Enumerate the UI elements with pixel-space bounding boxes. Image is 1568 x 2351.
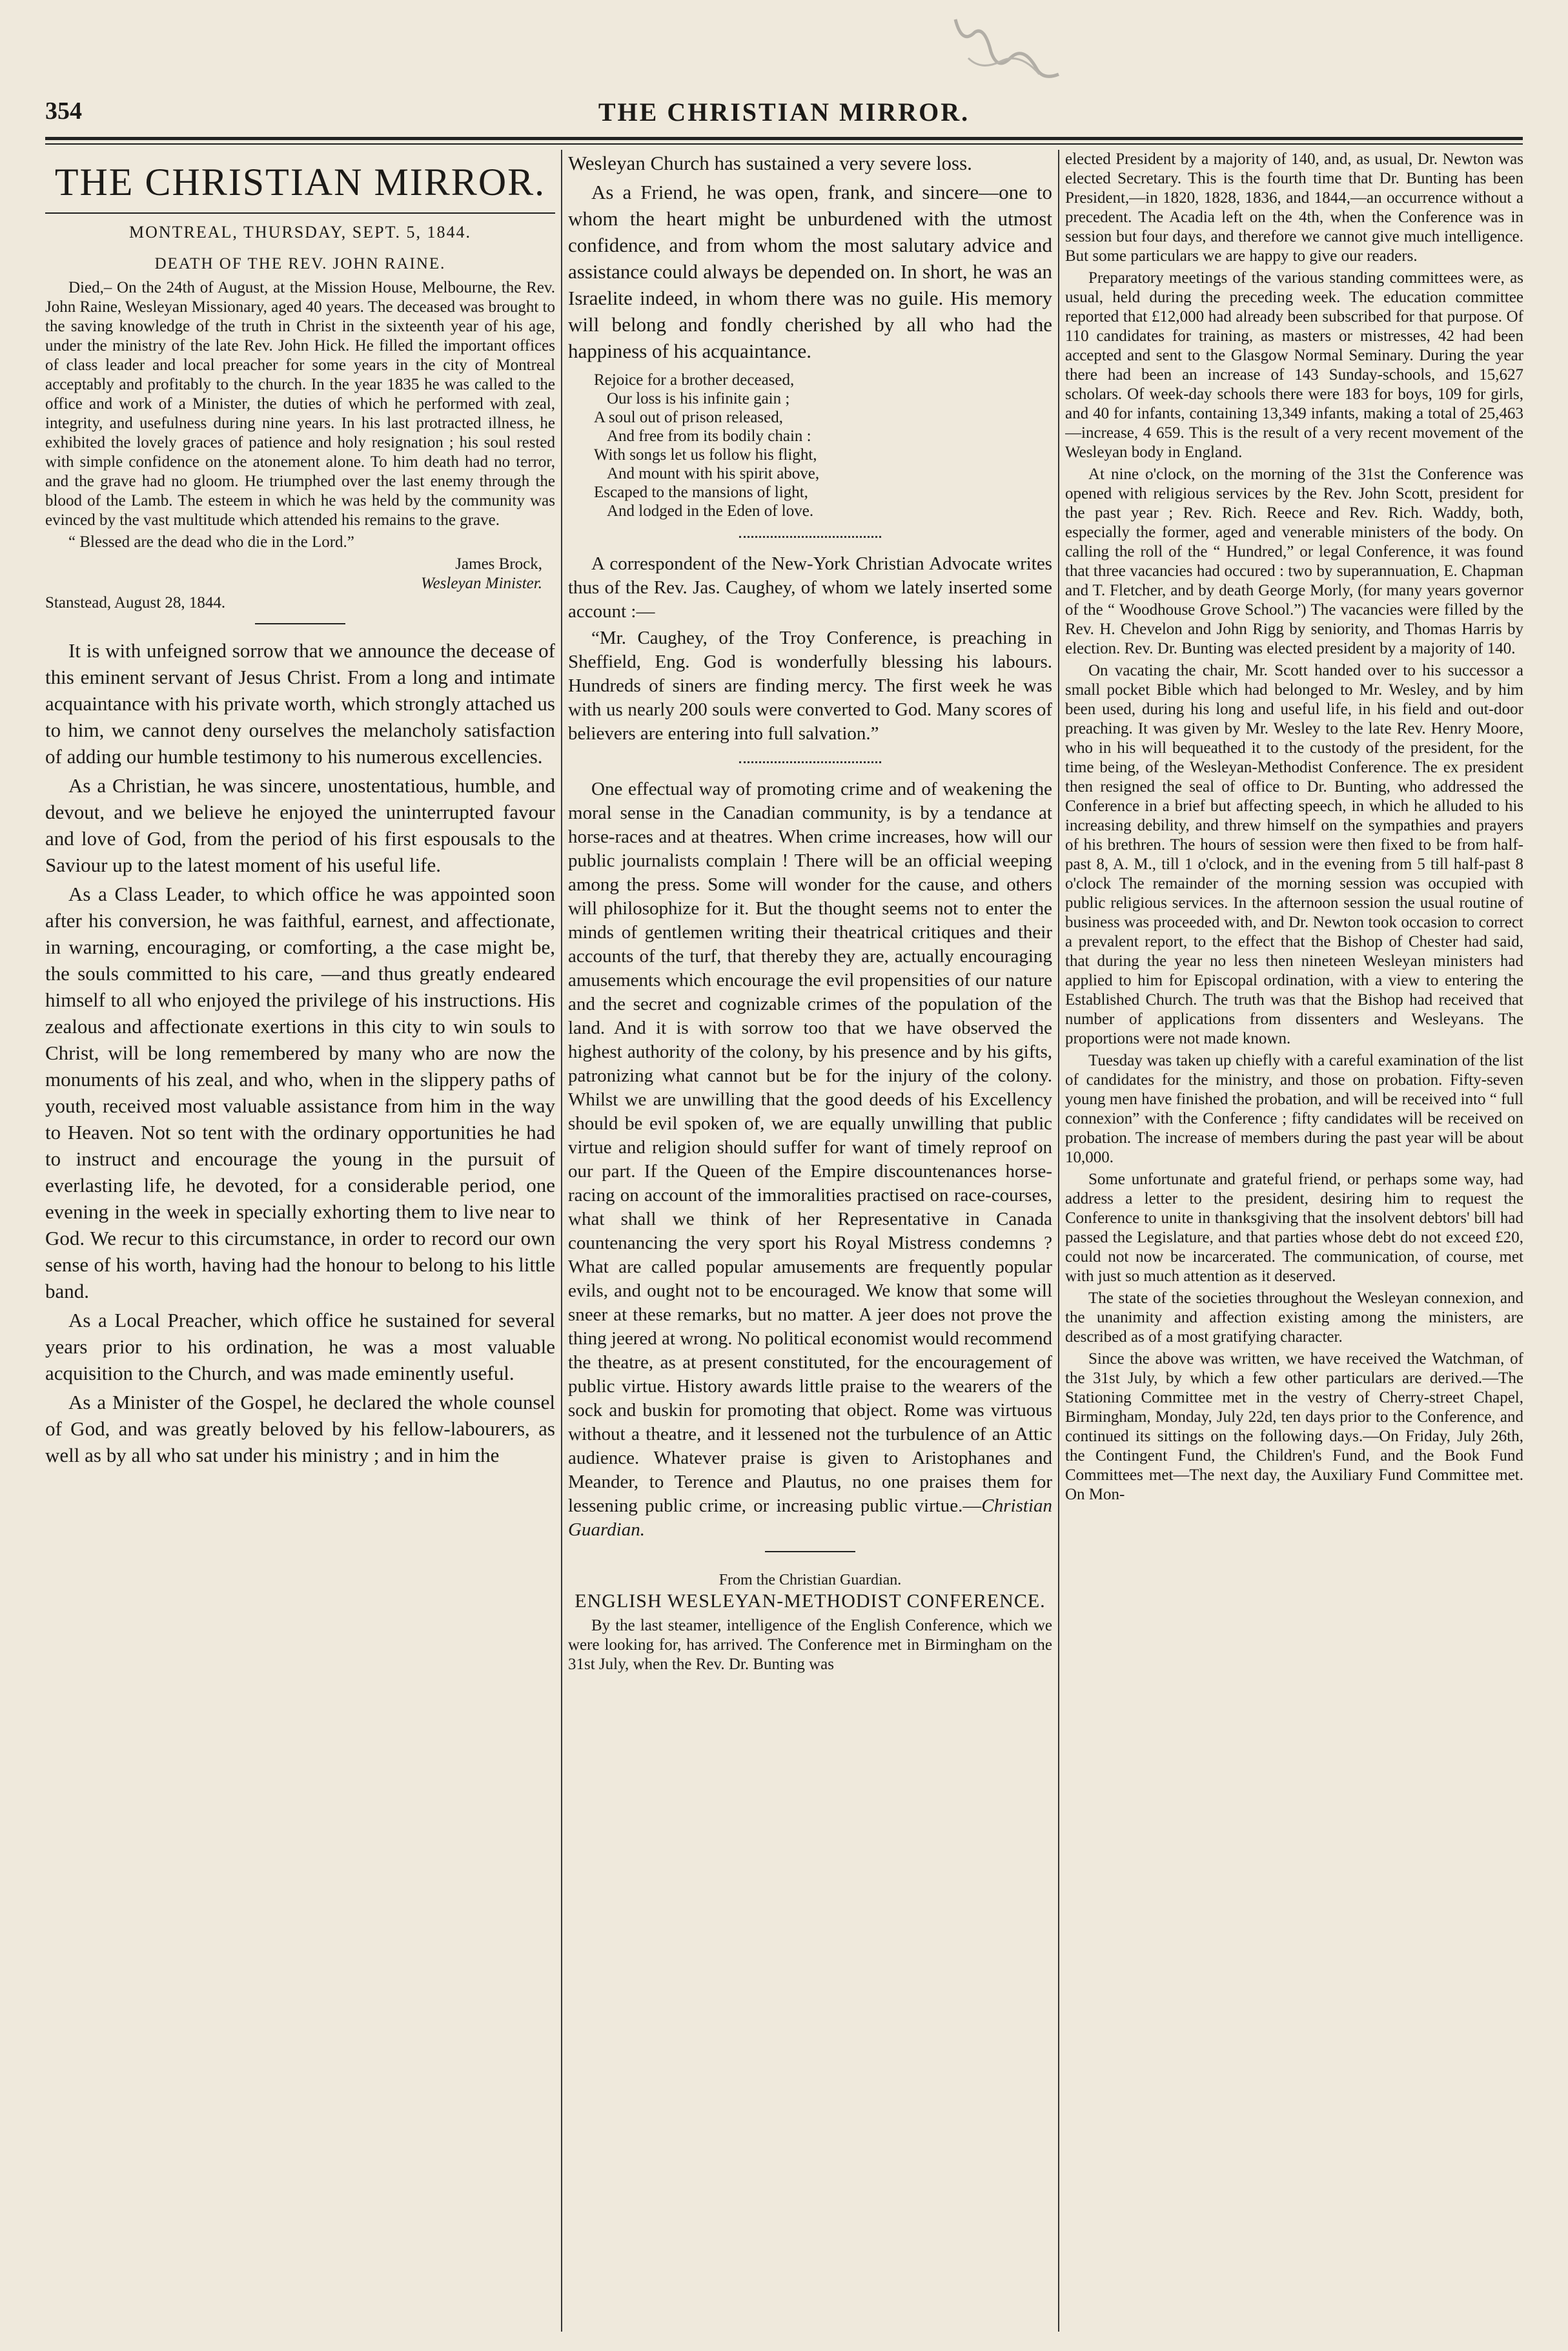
top-rule [45,137,1523,140]
article-paragraph: As a Friend, he was open, frank, and sincere—one to whom the heart might be unburdened with the utmost confidence, and from whom the most salutary advice and assistance could always be depended on. In short, he was an Israelite indeed, in whom there was no guile. His memory will belong and fondly cherished by all who had the happiness of his acquaintance. [568,181,1052,362]
running-head [45,97,1523,136]
verse-line: And free from its bodily chain : [607,427,811,445]
scripture-quote: “ Blessed are the dead who die in the Lord.” [68,533,354,551]
signature-title: Wesleyan Minister. [421,575,542,592]
article-paragraph: As a Class Leader, to which office he was appointed soon after his conversion, he was faithful, earnest, and affectionate, in warning, encouraging, or comforting, a the case might be, the souls committed to his care, —and thus greatly endeared himself to all who enjoyed the privilege of his instructions. His zealous and affectionate exertions in this city to win souls to Christ, will be long remembered by many who are now the monuments of his zeal, and who, when in the slippery paths of youth, received most valuable assistance from him in the way to Heaven. Not so tent with the ordinary opportunities he had to instruct and encourage the young in the pursuit of everlasting life, he devoted, for a considerable period, one evening in the week in specially exhorting them to live near to God. We recur to this circumstance, in order to record our own sense of his worth, having had the honour to belong to his little band. [45,883,555,1302]
dateline: MONTREAL, THURSDAY, SEPT. 5, 1844. [45,212,555,242]
verse-line: Escaped to the mansions of light, [594,484,808,501]
running-title: THE CHRISTIAN MIRROR. [598,98,970,127]
signature-name: James Brock, [455,555,542,573]
article-paragraph: A correspondent of the New-York Christian Advocate writes thus of the Rev. Jas. Caughey, of whom we lately inserted some account :— [568,553,1052,622]
obituary-notice: Died,– On the 24th of August, at the Mission House, Melbourne, the Rev. John Raine, Wesleyan Missionary, aged 40 years. The deceased was brought to the saving knowledge of the truth in Christ in the sixteenth year of his age, under the ministry of the late Rev. John Hick. He filled the important offices of class leader and local preacher for some years in the city of Montreal acceptably and profitably to the church. In the year 1835 he was called to the office and work of a Minister, the duties of which he performed with zeal, integrity, and usefulness during nine years. In his last protracted illness, he exhibited the lovely graces of patience and holy resignation ; his soul rested with simple confidence on the atonement alone. To him death had no terror, and the grave had no gloom. He triumphed over the last enemy through the blood of the Lamb. The esteem in which he was held by the community was evinced by the vast multitude which attended his remains to the grave. [45,279,555,529]
ink-smudge-mark [942,13,1072,97]
column-divider [561,150,562,2332]
column-divider [1058,150,1059,2332]
verse-line: And mount with his spirit above, [607,465,820,482]
article-paragraph: Preparatory meetings of the various standing committees were, as usual, held during the preceding week. The education committee reported that £12,000 had already been subscribed for that purpose. Of 110 candidates for training, as masters or mistresses, 42 had been accepted and sent to the Glasgow Normal Seminary. During the year there had been an increase of 143 Sunday-schools, and 15,627 scholars. Of week-day schools there were 183 for boys, 109 for girls, and 40 for infants, containing 13,349 infants, making a total of 25,463—increase, 4 659. This is the result of a very recent movement of the Wesleyan body in England. [1065,269,1523,461]
article-paragraph: Some unfortunate and grateful friend, or perhaps some way, had address a letter to the president, desiring him to request the Conference to unite in thanksgiving that the insolvent debtors' bill had passed the Legislature, and that parties whose debt do not exceed £20, could not now be incarcerated. The communication, of course, met with just so much attention as it deserved. [1065,1171,1523,1285]
obituary-heading: DEATH OF THE REV. JOHN RAINE. [154,255,446,272]
verse-line: Rejoice for a brother deceased, [594,371,795,389]
source-line: From the Christian Guardian. [718,1572,902,1588]
article-paragraph: “Mr. Caughey, of the Troy Conference, is preaching in Sheffield, Eng. God is wonderfully blessing his labours. Hundreds of siners are finding mercy. The first week he was with us nearly 200 souls were converted to God. Many scores of believers are entering into full salvation.” [568,628,1052,744]
article-paragraph: At nine o'clock, on the morning of the 31st the Conference was opened with religious services by the Rev. John Scott, president for the past year ; Rev. Rich. Reece and Rev. Rich. Waddy, both, especially the former, aged and venerable ministers of the body. On calling the roll of the “ Hundred,” or legal Conference, it was found that three vacancies had occured : two by superannuation, E. Chapman and T. Fletcher, and by death George Morly, (for many years governor of the “ Woodhouse Grove School.”) The vacancies were filled by the Rev. H. Chevelon and John Rigg by seniority, and Thomas Harris by election. Rev. Dr. Bunting was elected president by a majority of 140. [1065,466,1523,657]
article-paragraph: As a Minister of the Gospel, he declared the whole counsel of God, and was greatly beloved by his fellow-labourers, as well as by all who sat under his ministry ; and in him the [45,1391,555,1466]
verse-line: With songs let us follow his flight, [594,446,817,464]
article-paragraph: Tuesday was taken up chiefly with a careful examination of the list of candidates for the ministry, and those on probation. Fifty-seven young men have finished the probation, and will be received into “ full connexion” with the Conference ; fifty candidates will be received on probation. The increase of members during the past year will be about 10,000. [1065,1052,1523,1166]
verse-line: A soul out of prison released, [594,409,784,426]
masthead: THE CHRISTIAN MIRROR. [54,161,546,203]
article-paragraph: The state of the societies throughout the Wesleyan connexion, and the unanimity and affection existing among the ministers, are described as of a most gratifying character. [1065,1289,1523,1346]
separator [255,623,345,624]
place-date: Stanstead, August 28, 1844. [45,594,226,611]
article-paragraph: On vacating the chair, Mr. Scott handed over to his successor a small pocket Bible which had belonged to Mr. Wesley, and by him been used, during his long and useful life, in his field and out-door preaching. It was given by Mr. Wesley to the late Rev. Henry Moore, who in his will bequeathed it to the custody of the president, for the time being, of the Wesleyan-Methodist Conference. The ex president then resigned the seal of office to Dr. Bunting, who addressed the Conference in a brief but affecting speech, in which he alluded to his increasing debility, and threw himself on the sympathies and prayers of his brethren. The hours of session were then fixed to be from half-past 8, A. M., till 1 o'clock, and in the evening from 5 till half-past 8 o'clock The remainder of the morning session was occupied with public religious services. In the afternoon session the usual routine of business was proceeded with, and Dr. Newton took occasion to correct a prevalent report, to the effect that the Bishop of Chester had said, that during the year no less then nineteen Wesleyan ministers had applied to him for Episcopal ordination, with a view to entering the Established Church. The truth was that the Bishop had received that number of applications from dissenters and Wesleyans. The proportions were not made known. [1065,662,1523,1047]
separator [739,756,881,763]
column-1 [45,150,555,2338]
theatre-text: One effectual way of promoting crime and of weakening the moral sense in the Canadian community, is by a tendance at horse-races and at theatres. When crime increases, how will our public journalists complain ! There will be an official weeping among the press. Some will wonder for the cause, and others will philosophize for it. But the thought seems not to enter the minds of gentlemen writing their theatrical critiques and their accounts of the turf, that thereby they are, actually encouraging amusements which encourage the evil propensities of our nature and the secret and cognizable crimes of the population of the land. And it is with sorrow too that we have observed the highest authority of the colony, by his presence and by his gifts, patronizing what cannot but be for the injury of the colony. Whilst we are unwilling that the good deeds of his Excellency should be evil spoken of, we are equally unwilling that public virtue and religion should suffer for want of timely reproof on our part. If the Queen of the Empire discountenances horse-racing on account of the immoralities practised on race-courses, what shall we think of her Representative in Canada countenancing the very sport his Royal Mistress condemns ? What are called popular amusements are frequently popular evils, and ought not to be encouraged. We know that some will sneer at these remarks, but no matter. A jeer does not prove the thing jeered at wrong. No political economist would recommend the theatre, as at present constituted, for the encouragement of public virtue. History awards little praise to the wearers of the sock and buskin for promoting that object. Rome was virtuous without a theatre, and it lessened not the turbulence of an Attic audience. Whatever praise is given to Aristophanes and Meander, to Terence and Plautus, no one praises them for lessening public crime, or increasing public virtue.— [568,779,1052,1516]
article-paragraph: Since the above was written, we have received the Watchman, of the 31st July, by which a few other particulars are derived.—The Stationing Committee met in the vestry of Cherry-street Chapel, Birmingham, Monday, July 22d, ten days prior to the Conference, and continued its sittings on the following days.—On Friday, July 26th, the Contingent Fund, the Children's Fund, and the Book Fund Committees met—The next day, the Auxiliary Fund Committee met. On Mon- [1065,1350,1523,1503]
article-paragraph: By the last steamer, intelligence of the English Conference, which we were looking for, has arrived. The Conference met in Birmingham on the 31st July, when the Rev. Dr. Bunting was [568,1617,1052,1673]
verse-line: And lodged in the Eden of love. [607,502,814,520]
article-paragraph [568,777,1052,1542]
verse-line: Our loss is his infinite gain ; [607,390,790,407]
article-paragraph: As a Local Preacher, which office he sustained for several years prior to his ordination, he was a most valuable acquisition to the Church, and was made eminently useful. [45,1309,555,1384]
article-paragraph: Wesleyan Church has sustained a very severe loss. [568,152,972,174]
separator [739,531,881,538]
conference-heading: ENGLISH WESLEYAN-METHODIST CONFERENCE. [575,1590,1046,1612]
top-rule-thin [45,143,1523,145]
article-paragraph: As a Christian, he was sincere, unostentatious, humble, and devout, and we believe he enjoyed the uninterrupted favour and love of God, from the period of his first espousals to the Saviour up to the latest moment of his useful life. [45,774,555,876]
article-paragraph: It is with unfeigned sorrow that we announce the decease of this eminent servant of Jesus Christ. From a long and intimate acquaintance with his private worth, which strongly attached us to him, we cannot deny ourselves the melancholy satisfaction of adding our humble testimony to his numerous excellencies. [45,639,555,768]
article-source: Christian Guardian. [568,1495,1052,1540]
article-paragraph: elected President by a majority of 140, and, as usual, Dr. Newton was elected Secretary. This is the fourth time that Dr. Bunting has been President,—in 1820, 1828, 1836, and 1844,—an occurrence without a precedent. The Acadia left on the 4th, when the Conference was in session but four days, and therefore we cannot give much intelligence. But some particulars we are happy to give our readers. [1065,150,1523,265]
verse-block [568,371,1052,520]
separator [765,1551,855,1552]
column-3 [1065,150,1523,2338]
column-2 [568,150,1052,2338]
page-number: 354 [45,98,82,125]
